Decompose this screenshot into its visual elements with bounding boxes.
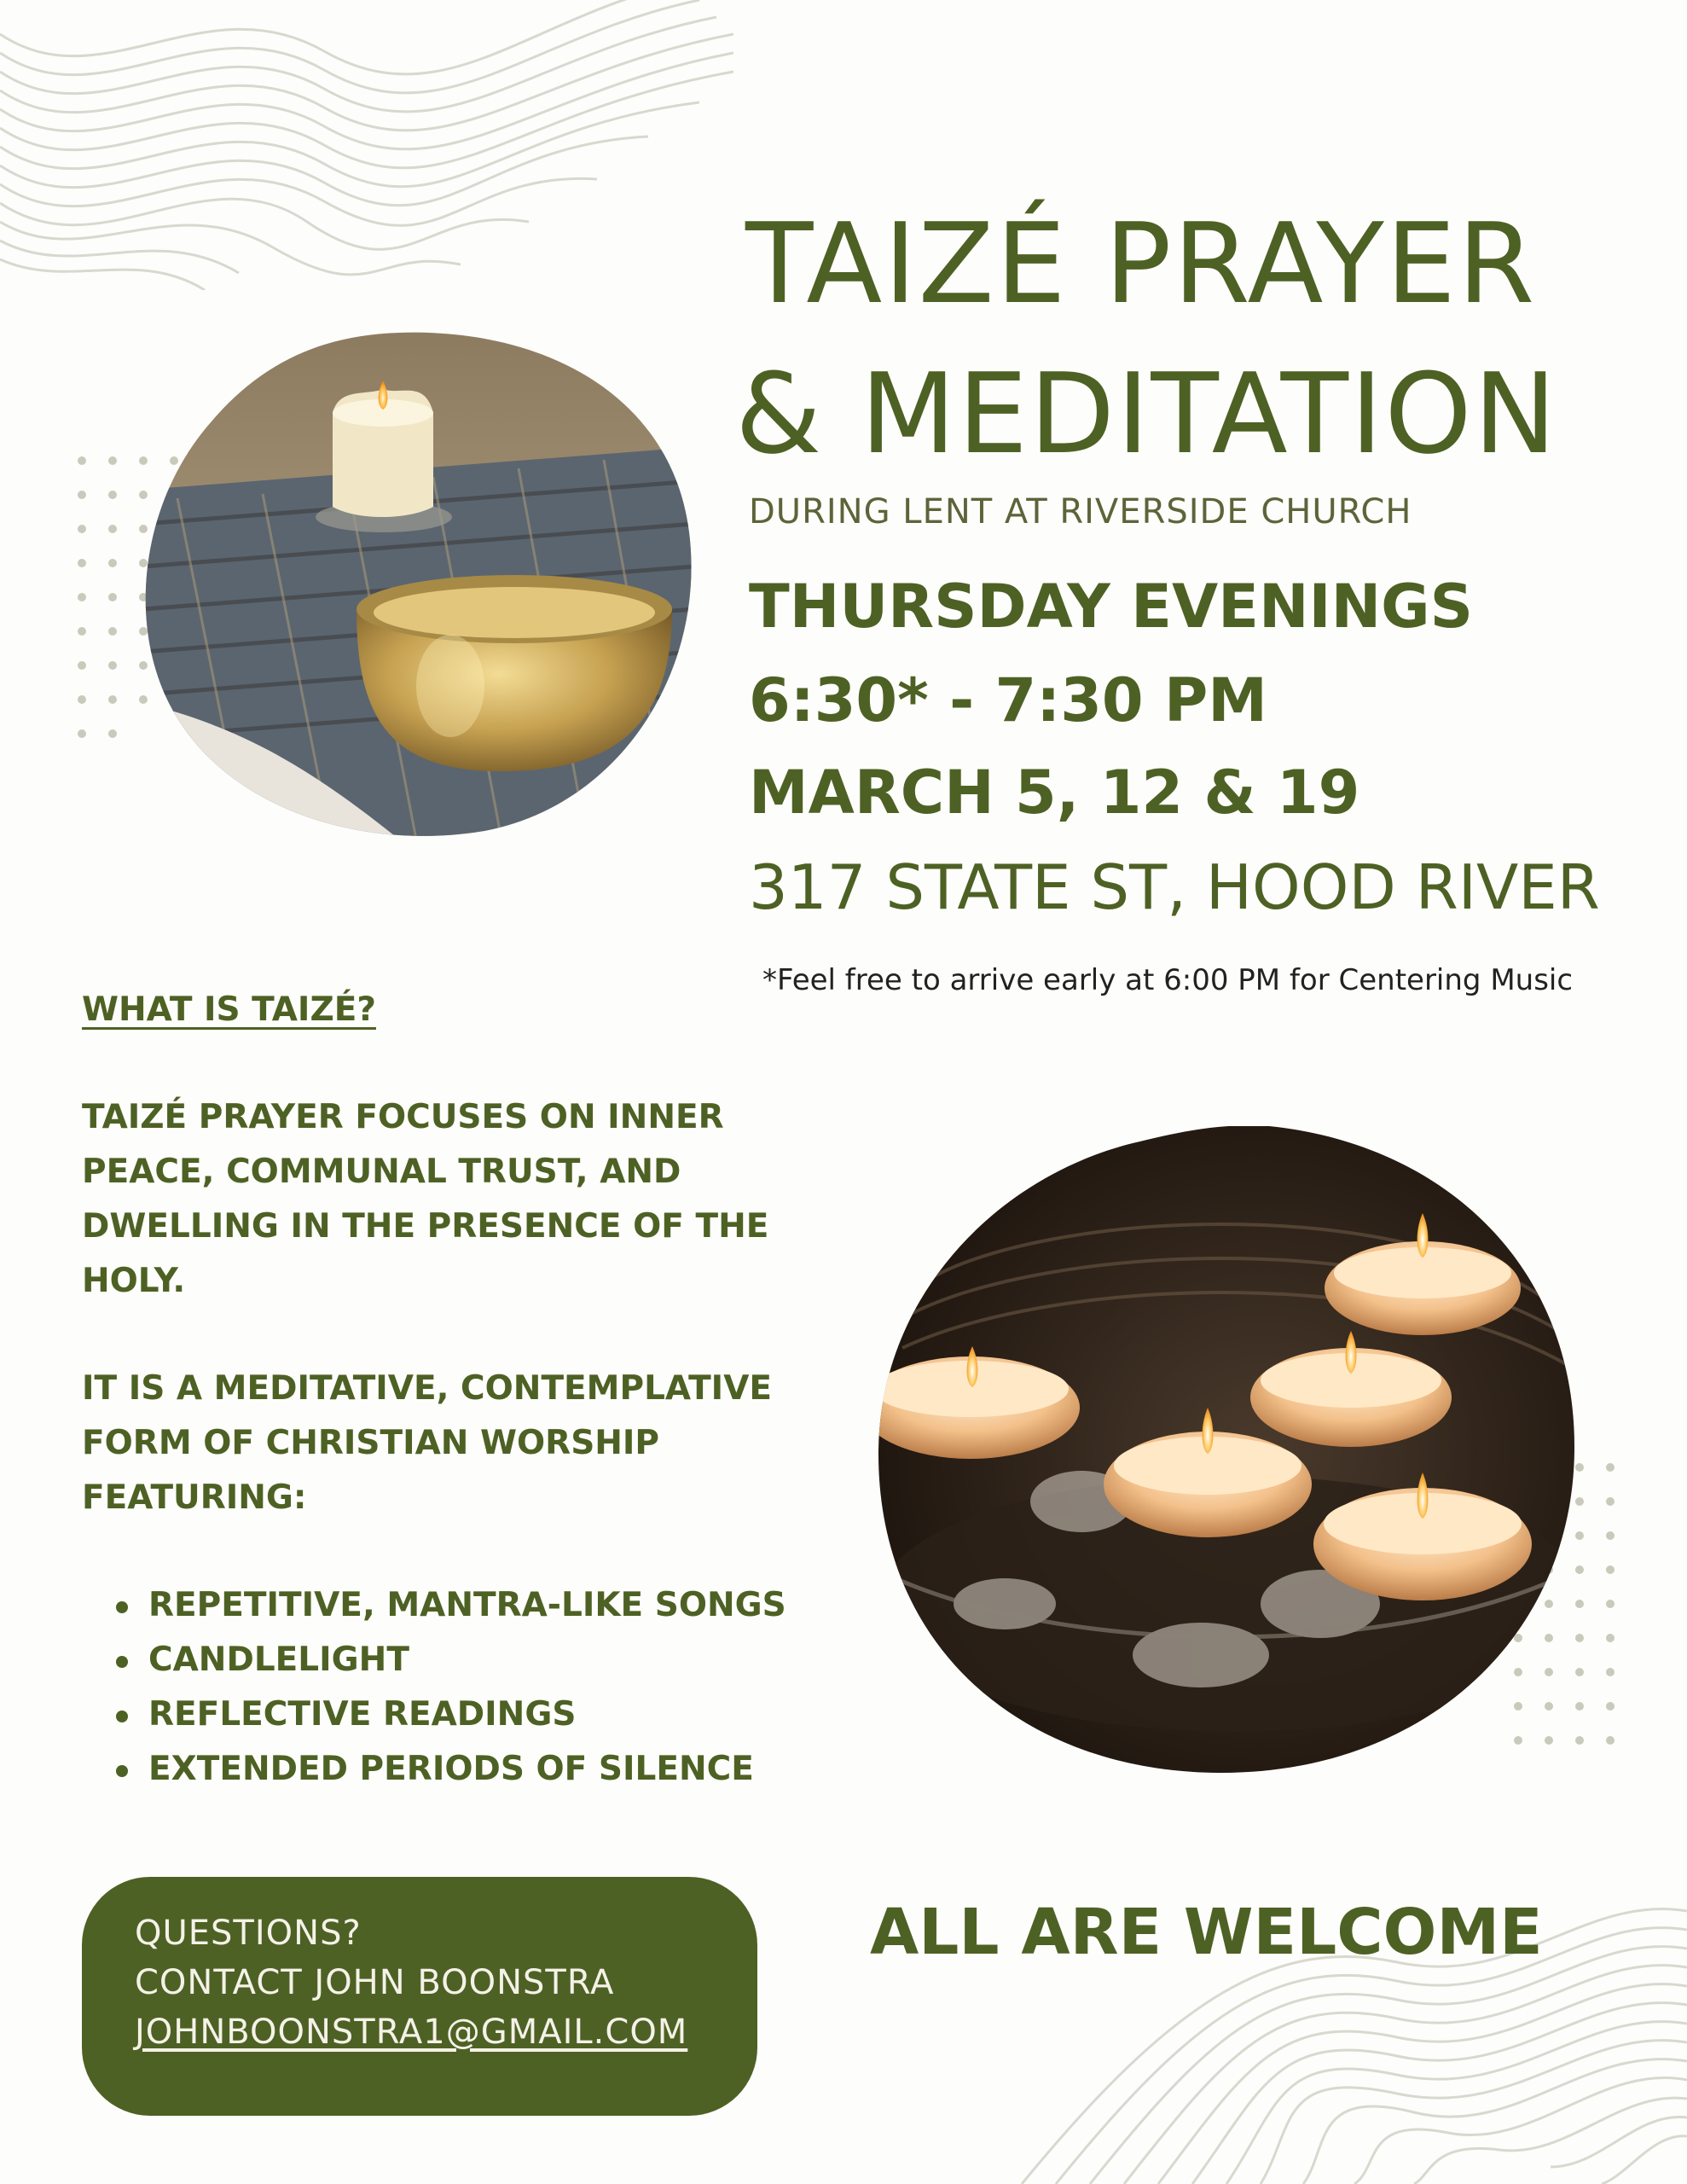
event-subtitle: DURING LENT AT RIVERSIDE CHURCH bbox=[749, 492, 1412, 531]
feature-list bbox=[82, 1578, 867, 1797]
event-time: 6:30* - 7:30 PM bbox=[749, 665, 1267, 735]
about-paragraph-1: TAIZÉ PRAYER FOCUSES ON INNER PEACE, COMMUNAL TRUST, AND DWELLING IN THE PRESENCE OF THE HOLY. bbox=[82, 1098, 769, 1300]
contact-name: CONTACT JOHN BOONSTRA bbox=[135, 1963, 615, 2002]
list-item: CANDLELIGHT bbox=[82, 1633, 867, 1687]
candle-and-singing-bowl-photo bbox=[143, 328, 694, 839]
decorative-waves-top bbox=[0, 0, 733, 290]
contact-box bbox=[82, 1877, 757, 2116]
all-are-welcome: ALL ARE WELCOME bbox=[870, 1896, 1543, 1969]
contact-email-link[interactable]: JOHNBOONSTRA1@GMAIL.COM bbox=[135, 2013, 688, 2052]
floating-candles-photo bbox=[877, 1126, 1576, 1774]
early-arrival-note: *Feel free to arrive early at 6:00 PM for Centering Music bbox=[762, 963, 1574, 997]
event-title-line-1: TAIZÉ PRAYER bbox=[745, 199, 1537, 328]
about-section bbox=[82, 983, 867, 1797]
event-dates: MARCH 5, 12 & 19 bbox=[749, 758, 1360, 828]
about-paragraph-2: IT IS A MEDITATIVE, CONTEMPLATIVE FORM OF CHRISTIAN WORSHIP FEATURING: bbox=[82, 1369, 773, 1517]
list-item: REFLECTIVE READINGS bbox=[82, 1687, 867, 1742]
about-heading: WHAT IS TAIZÉ? bbox=[82, 990, 376, 1029]
event-title-line-2: & MEDITATION bbox=[735, 349, 1558, 479]
event-address: 317 STATE ST, HOOD RIVER bbox=[749, 851, 1600, 923]
contact-questions: QUESTIONS? bbox=[135, 1914, 362, 1953]
list-item: EXTENDED PERIODS OF SILENCE bbox=[82, 1742, 867, 1797]
list-item: REPETITIVE, MANTRA-LIKE SONGS bbox=[82, 1578, 867, 1633]
event-day: THURSDAY EVENINGS bbox=[749, 572, 1474, 642]
